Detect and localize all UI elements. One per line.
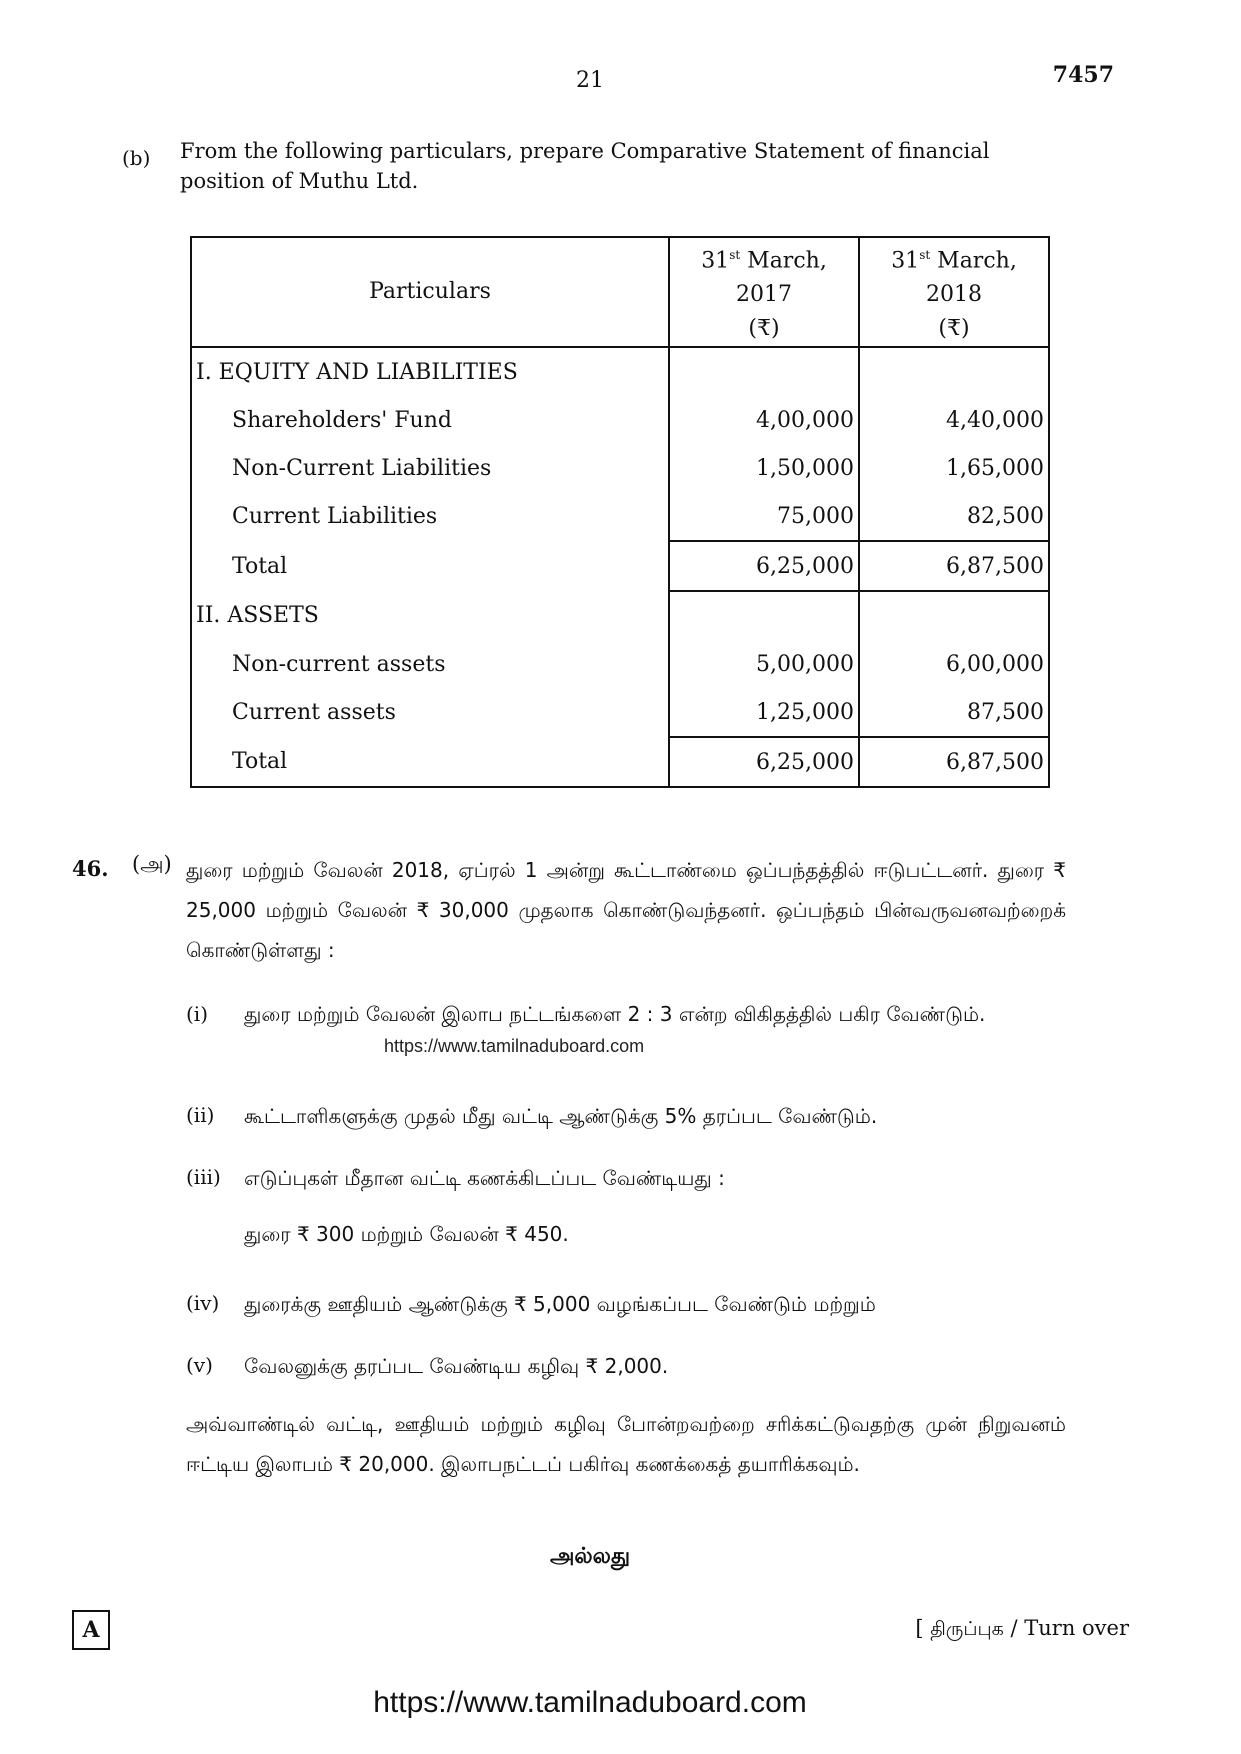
- table-row: [191, 688, 1049, 737]
- header-2018-month: March, 2018: [926, 248, 1017, 308]
- total-2018: 6,87,500: [859, 737, 1049, 787]
- header-2017-unit: (₹): [748, 316, 780, 342]
- table-header-row: [191, 237, 1049, 347]
- section-heading: II. ASSETS: [191, 591, 669, 640]
- item-label: (iii): [186, 1165, 221, 1189]
- table-row: [191, 396, 1049, 444]
- value-2018: 87,500: [967, 699, 1044, 725]
- total-label: Total: [191, 541, 669, 591]
- value-2017: 5,00,000: [669, 640, 859, 688]
- row-label: Non-Current Liabilities: [191, 444, 669, 492]
- row-label: Current Liabilities: [191, 492, 669, 541]
- header-2017: [669, 237, 859, 347]
- total-2017: 6,25,000: [669, 541, 859, 591]
- section-heading-row: [191, 347, 1049, 396]
- item-text: வேலனுக்கு தரப்பட வேண்டிய கழிவு ₹ 2,000.: [244, 1354, 669, 1378]
- table-row: [191, 640, 1049, 688]
- value-2018: 1,65,000: [946, 455, 1044, 481]
- total-label: Total: [191, 737, 669, 787]
- total-row: [191, 541, 1049, 591]
- row-label: Shareholders' Fund: [191, 396, 669, 444]
- item-text: கூட்டாளிகளுக்கு முதல் மீது வட்டி ஆண்டுக்கு 5% தரப்பட வேண்டும்.: [244, 1104, 878, 1128]
- turn-over-en: Turn over: [1024, 1616, 1129, 1640]
- table-row: [191, 444, 1049, 492]
- total-row: [191, 737, 1049, 787]
- section-heading: I. EQUITY AND LIABILITIES: [191, 347, 669, 396]
- part-b-question-text: From the following particulars, prepare Comparative Statement of financial position of Muthu Ltd.: [180, 139, 990, 193]
- comparative-statement-table: [190, 236, 1050, 788]
- item-text: எடுப்புகள் மீதான வட்டி கணக்கிடப்பட வேண்டியது :: [244, 1166, 725, 1190]
- value-2017: 4,00,000: [669, 396, 859, 444]
- header-2018-day: 31: [891, 248, 920, 274]
- header-2017-day: 31: [701, 248, 730, 274]
- footer-url: https://www.tamilnaduboard.com: [373, 1686, 807, 1719]
- question-closing: அவ்வாண்டில் வட்டி, ஊதியம் மற்றும் கழிவு போன்றவற்றை சரிக்கட்டுவதற்கு முன் நிறுவனம் ஈட்டிய இலாபம் ₹ 20,000. இலாபநட்டப் பகிர்வு கணக்கைத் தயாரிக்கவும்.: [186, 1412, 1066, 1476]
- section-heading-row: [191, 591, 1049, 640]
- question-part-label: (அ): [132, 852, 172, 876]
- row-label: Current assets: [191, 688, 669, 737]
- row-label: Non-current assets: [191, 640, 669, 688]
- part-b-label: (b): [122, 146, 151, 170]
- item-text: துரை மற்றும் வேலன் இலாப நட்டங்களை 2 : 3 என்ற விகிதத்தில் பகிர வேண்டும்.: [244, 1002, 986, 1026]
- header-2018-suffix: st: [919, 248, 931, 262]
- item-label: (i): [186, 1002, 209, 1026]
- item-label: (iv): [186, 1291, 220, 1315]
- value-2017: 75,000: [669, 492, 859, 541]
- item-subtext: துரை ₹ 300 மற்றும் வேலன் ₹ 450.: [244, 1222, 569, 1246]
- item-label: (v): [186, 1353, 213, 1377]
- total-2017: 6,25,000: [669, 737, 859, 787]
- header-particulars: Particulars: [191, 237, 669, 347]
- value-2018: 82,500: [967, 503, 1044, 529]
- item-text: துரைக்கு ஊதியம் ஆண்டுக்கு ₹ 5,000 வழங்கப்பட வேண்டும் மற்றும்: [244, 1292, 876, 1316]
- page-number: 21: [576, 68, 604, 93]
- item-label: (ii): [186, 1103, 215, 1127]
- value-2017: 1,25,000: [669, 688, 859, 737]
- header-2018: [859, 237, 1049, 347]
- question-number: 46.: [72, 856, 109, 881]
- total-2018: 6,87,500: [859, 541, 1049, 591]
- question-intro: துரை மற்றும் வேலன் 2018, ஏப்ரல் 1 அன்று கூட்டாண்மை ஒப்பந்தத்தில் ஈடுபட்டனர். துரை ₹ 25,000 மற்றும் வேலன் ₹ 30,000 முதலாக கொண்டுவந்தனர். ஒப்பந்தம் பின்வருவனவற்றைக் கொண்டுள்ளது :: [186, 858, 1066, 962]
- header-2017-month: March, 2017: [736, 248, 827, 308]
- or-separator: அல்லது: [549, 1544, 631, 1569]
- table-row: [191, 492, 1049, 541]
- value-2017: 1,50,000: [669, 444, 859, 492]
- series-box: A: [72, 1610, 110, 1650]
- header-2017-suffix: st: [729, 248, 741, 262]
- turn-over-note: [915, 1616, 1129, 1643]
- value-2018: 4,40,000: [946, 407, 1044, 433]
- header-2018-unit: (₹): [938, 316, 970, 342]
- value-2018: 6,00,000: [946, 651, 1044, 677]
- watermark-url: https://www.tamilnaduboard.com: [384, 1036, 645, 1056]
- turn-over-bracket: [: [915, 1616, 931, 1640]
- turn-over-tamil: திருப்புக: [930, 1618, 1004, 1640]
- turn-over-sep: /: [1003, 1616, 1025, 1640]
- paper-code: 7457: [1052, 62, 1114, 88]
